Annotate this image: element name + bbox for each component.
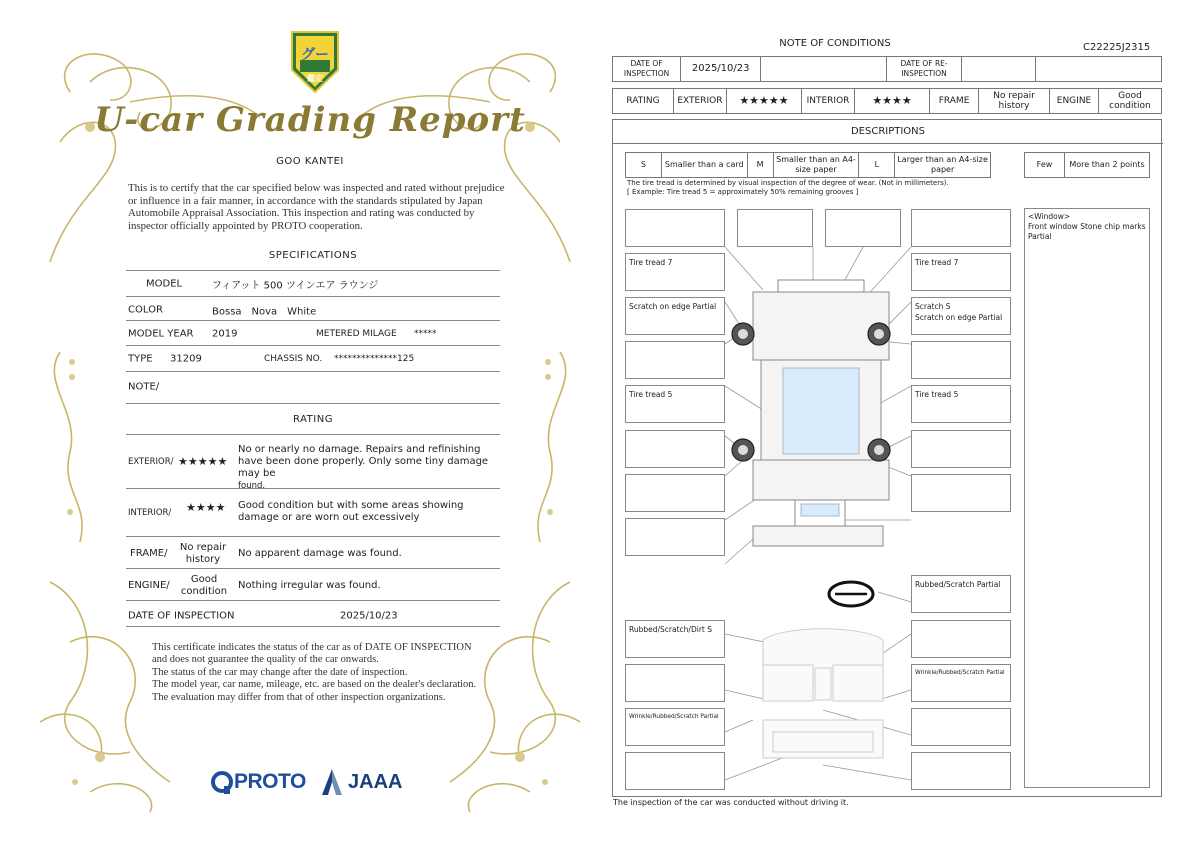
note-of-conditions	[605, 30, 1175, 820]
reinspection-label: DATE OF RE-INSPECTION	[887, 57, 961, 82]
type-label: TYPE	[128, 353, 153, 365]
note-footer: The inspection of the car was conducted without driving it.	[613, 798, 849, 807]
note-box-right-5: Tire tread 5	[911, 385, 1011, 423]
milage-label: METERED MILAGE	[316, 329, 397, 339]
note-box-left-8	[625, 518, 725, 556]
window-notes-box: <Window> Front window Stone chip marks Partial	[1024, 208, 1150, 788]
exterior-stars: ★★★★★	[178, 455, 228, 468]
note-label: NOTE/	[128, 381, 160, 393]
note-box-left-6	[625, 430, 725, 468]
few-legend-table: Few More than 2 points	[1024, 152, 1150, 178]
interior-box-left-2	[625, 664, 725, 702]
tire-tread-note: The tire tread is determined by visual inspection of the degree of wear. (Not in millimeters). [ Example: Tire tread 5 = approximately 50% remaining grooves ]	[627, 179, 949, 196]
date-of-inspection-value: 2025/10/23	[340, 610, 398, 622]
spec-row-color	[126, 298, 500, 322]
interior-stars: ★★★★	[186, 501, 226, 514]
specifications-heading: SPECIFICATIONS	[268, 250, 358, 261]
reinspection-value	[961, 57, 1035, 82]
spec-row-model	[126, 272, 500, 296]
exterior-description: No or nearly no damage. Repairs and refinishing have been done properly. Only some tiny damage may be found.	[238, 444, 489, 491]
note-box-left-1	[625, 209, 725, 247]
note-box-left-2: Tire tread 7	[625, 253, 725, 291]
proto-logo-text: PROTO	[234, 770, 306, 793]
badge-top-text: グー	[301, 47, 329, 63]
frame-value: No repair history	[179, 542, 227, 565]
milage-value: *****	[414, 329, 437, 339]
report-code: C22225J2315	[1083, 42, 1151, 53]
engine-label: ENGINE/	[128, 580, 170, 591]
date-of-inspection-value: 2025/10/23	[681, 57, 761, 82]
engine-value: Good condition	[1098, 89, 1161, 114]
proto-logo-icon	[210, 770, 234, 796]
certificate-intro: This is to certify that the car specified below was inspected and rated without prejudice or influence in a fair manner, in accordance with the standards stipulated by Japan Automobile Appraisal Association. This inspection and rating was conducted by inspector officially appointed by PROTO cooperation.	[128, 182, 505, 232]
interior-box-right-4	[911, 708, 1011, 746]
interior-box-right-2	[911, 620, 1011, 658]
model-label: MODEL	[146, 278, 183, 290]
color-value: Bossa Nova White	[212, 306, 317, 318]
chassis-value: **************125	[334, 354, 415, 364]
frame-value: No repair history	[978, 89, 1049, 114]
model-value: フィアット 500 ツインエア ラウンジ	[212, 280, 379, 292]
certificate-title: U-car Grading Report	[94, 100, 526, 140]
chassis-label: CHASSIS NO.	[264, 354, 323, 364]
note-box-left-4	[625, 341, 725, 379]
interior-box-left-4	[625, 752, 725, 790]
note-box-right-1	[911, 209, 1011, 247]
size-legend-table: S Smaller than a card M Smaller than an A4-size paper L Larger than an A4-size paper	[625, 152, 991, 178]
steering-wheel-icon	[829, 582, 873, 606]
spec-row-type	[126, 347, 500, 371]
spec-row-model-year	[126, 322, 500, 346]
type-value: 31209	[170, 353, 202, 365]
interior-box-right-5	[911, 752, 1011, 790]
footer-logos	[210, 768, 410, 798]
note-box-left-7	[625, 474, 725, 512]
note-box-top-2	[825, 209, 901, 247]
interior-box-left-3: Wrinkle/Rubbed/Scratch Partial	[625, 708, 725, 746]
note-box-left-3: Scratch on edge Partial	[625, 297, 725, 335]
note-box-right-7	[911, 474, 1011, 512]
descriptions-panel	[612, 119, 1162, 797]
model-year-value: 2019	[212, 328, 238, 340]
interior-label: INTERIOR/	[128, 508, 172, 518]
rating-row-date	[126, 604, 500, 628]
date-of-inspection-label: DATE OF INSPECTION	[613, 57, 681, 82]
exterior-stars: ★★★★★	[726, 89, 801, 114]
note-box-right-2: Tire tread 7	[911, 253, 1011, 291]
frame-label: FRAME	[930, 89, 979, 114]
date-of-inspection-label: DATE OF INSPECTION	[128, 610, 235, 622]
jaaa-logo-text: JAAA	[348, 771, 403, 793]
note-box-left-5: Tire tread 5	[625, 385, 725, 423]
rating-summary-table	[612, 88, 1162, 114]
note-box-right-4	[911, 341, 1011, 379]
note-title: NOTE OF CONDITIONS	[779, 38, 891, 49]
interior-stars: ★★★★	[854, 89, 929, 114]
badge-bottom-text: 鑑定	[307, 74, 323, 83]
frame-label: FRAME/	[130, 548, 168, 559]
interior-label: INTERIOR	[802, 89, 855, 114]
exterior-label: EXTERIOR/	[128, 457, 174, 467]
descriptions-heading: DESCRIPTIONS	[613, 120, 1163, 144]
note-box-top-1	[737, 209, 813, 247]
grading-certificate	[30, 22, 590, 827]
jaaa-logo-icon	[318, 768, 346, 796]
certificate-footer: This certificate indicates the status of the car as of DATE OF INSPECTION and does not guarantee the quality of the car onwards. The status of the car may change after the date of inspection. The model year, car name, mileage, etc. are based on the dealer's declaration. The evaluation may differ from that of other inspection organizations.	[152, 642, 477, 703]
rating-row-engine	[126, 572, 500, 600]
spec-row-note	[126, 375, 500, 399]
engine-description: Nothing irregular was found.	[238, 580, 381, 591]
engine-value: Good condition	[180, 574, 228, 597]
note-box-right-6	[911, 430, 1011, 468]
model-year-label: MODEL YEAR	[128, 328, 194, 340]
certificate-subtitle: GOO KANTEI	[276, 156, 344, 167]
note-box-right-3: Scratch S Scratch on edge Partial	[911, 297, 1011, 335]
rating-row-frame	[126, 540, 500, 568]
inspection-dates-table	[612, 56, 1162, 82]
exterior-label: EXTERIOR	[674, 89, 727, 114]
interior-box-right-1: Rubbed/Scratch Partial	[911, 575, 1011, 613]
interior-box-left-1: Rubbed/Scratch/Dirt S	[625, 620, 725, 658]
frame-description: No apparent damage was found.	[238, 548, 402, 559]
rating-label: RATING	[613, 89, 674, 114]
color-label: COLOR	[128, 304, 163, 316]
rating-row-interior	[126, 498, 500, 538]
interior-description: Good condition but with some areas showing damage or are worn out excessively	[238, 500, 464, 523]
rating-row-exterior	[126, 442, 500, 500]
rating-heading: RATING	[293, 414, 333, 425]
engine-label: ENGINE	[1050, 89, 1099, 114]
interior-box-right-3: Wrinkle/Rubbed/Scratch Partial	[911, 664, 1011, 702]
